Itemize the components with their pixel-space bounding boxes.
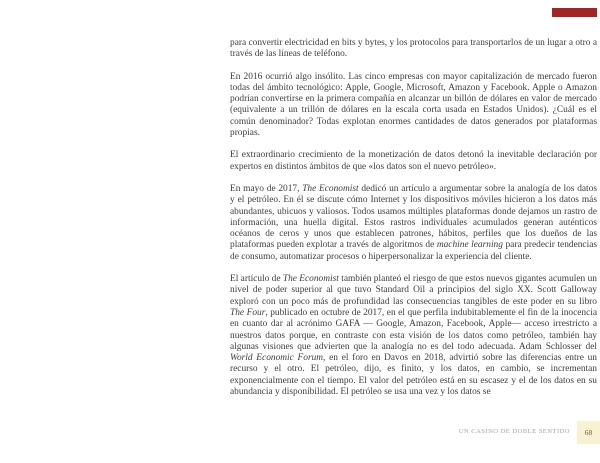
page-number: 68 bbox=[584, 428, 593, 437]
paragraph: para convertir electricidad en bits y bytes, y los protocolos para transportarlos de un lugar a otro a través de las líneas de teléfono. bbox=[230, 38, 597, 60]
paragraph: El artículo de The Economist también planteó el riesgo de que estos nuevos gigantes acumulen un nivel de poder superior al que tuvo Standard Oil a principios del siglo XX. Scott Galloway exploró con un poco más de profundidad las consecuencias tangibles de este poder en su libro The Four, publicado en octubre de 2017, en el que perfila indubitablemente el fin de la inocencia en cuanto dar al acrónimo GAFA — Google, Amazon, Facebook, Apple— acceso irrestricto a nuestros datos porque, en contraste con esta visión de los datos como petróleo, también hay algunas visiones que advierten que la analogía no es del todo adecuada. Adam Schlosser del World Economic Forum, en el foro en Davos en 2018, advirtió sobre las diferencias entre un recurso y el otro. El petróleo, dijo, es finito, y los datos, en cambio, se incrementan exponencialmente con el tiempo. El valor del petróleo está en su escasez y el de los datos en su abundancia y disponibilidad. El petróleo se usa una vez y los datos se bbox=[230, 274, 598, 398]
paragraph: En mayo de 2017, The Economist dedicó un artículo a argumentar sobre la analogía de los datos y el petróleo. En él se discute cómo Internet y los dispositivos móviles hicieron a los datos más abundantes, ubicuos y valiosos. Todos usamos múltiples plataformas donde dejamos un rastro de información, una huella digital. Estos rastros individuales acumulados generan auténticos océanos de ceros y unos que establecen patrones, hábitos, perfiles que los dueños de las plataformas pueden explotar a través de algoritmos de machine learning para predecir tendencias de consumo, automatizar procesos o hiperpersonalizar la experiencia del cliente. bbox=[230, 183, 598, 262]
page-footer bbox=[0, 423, 600, 463]
paragraph: El extraordinario crecimiento de la monetización de datos detonó la inevitable declaración por expertos en distintos ámbitos de que «los datos son el nuevo petróleo». bbox=[230, 150, 597, 172]
paragraph: En 2016 ocurrió algo insólito. Las cinco empresas con mayor capitalización de mercado fueron todas del ámbito tecnológico: Apple, Google, Microsoft, Amazon y Facebook. Apple o Amazon podrían convertirse en la primera compañía en alcanzar un billón de dólares en valor de mercado (equivalente a un trillón de dólares en la escala corta usada en Estados Unidos). ¿Cuál es el común denominador? Todas explotan enormes cantidades de datos generados por plataformas propias. bbox=[230, 71, 597, 139]
running-title: UN CASINO DE DOBLE SENTIDO bbox=[458, 428, 570, 435]
bookmark-tab bbox=[552, 8, 597, 17]
paragraphs bbox=[230, 38, 597, 409]
page-number-tab bbox=[577, 421, 600, 444]
